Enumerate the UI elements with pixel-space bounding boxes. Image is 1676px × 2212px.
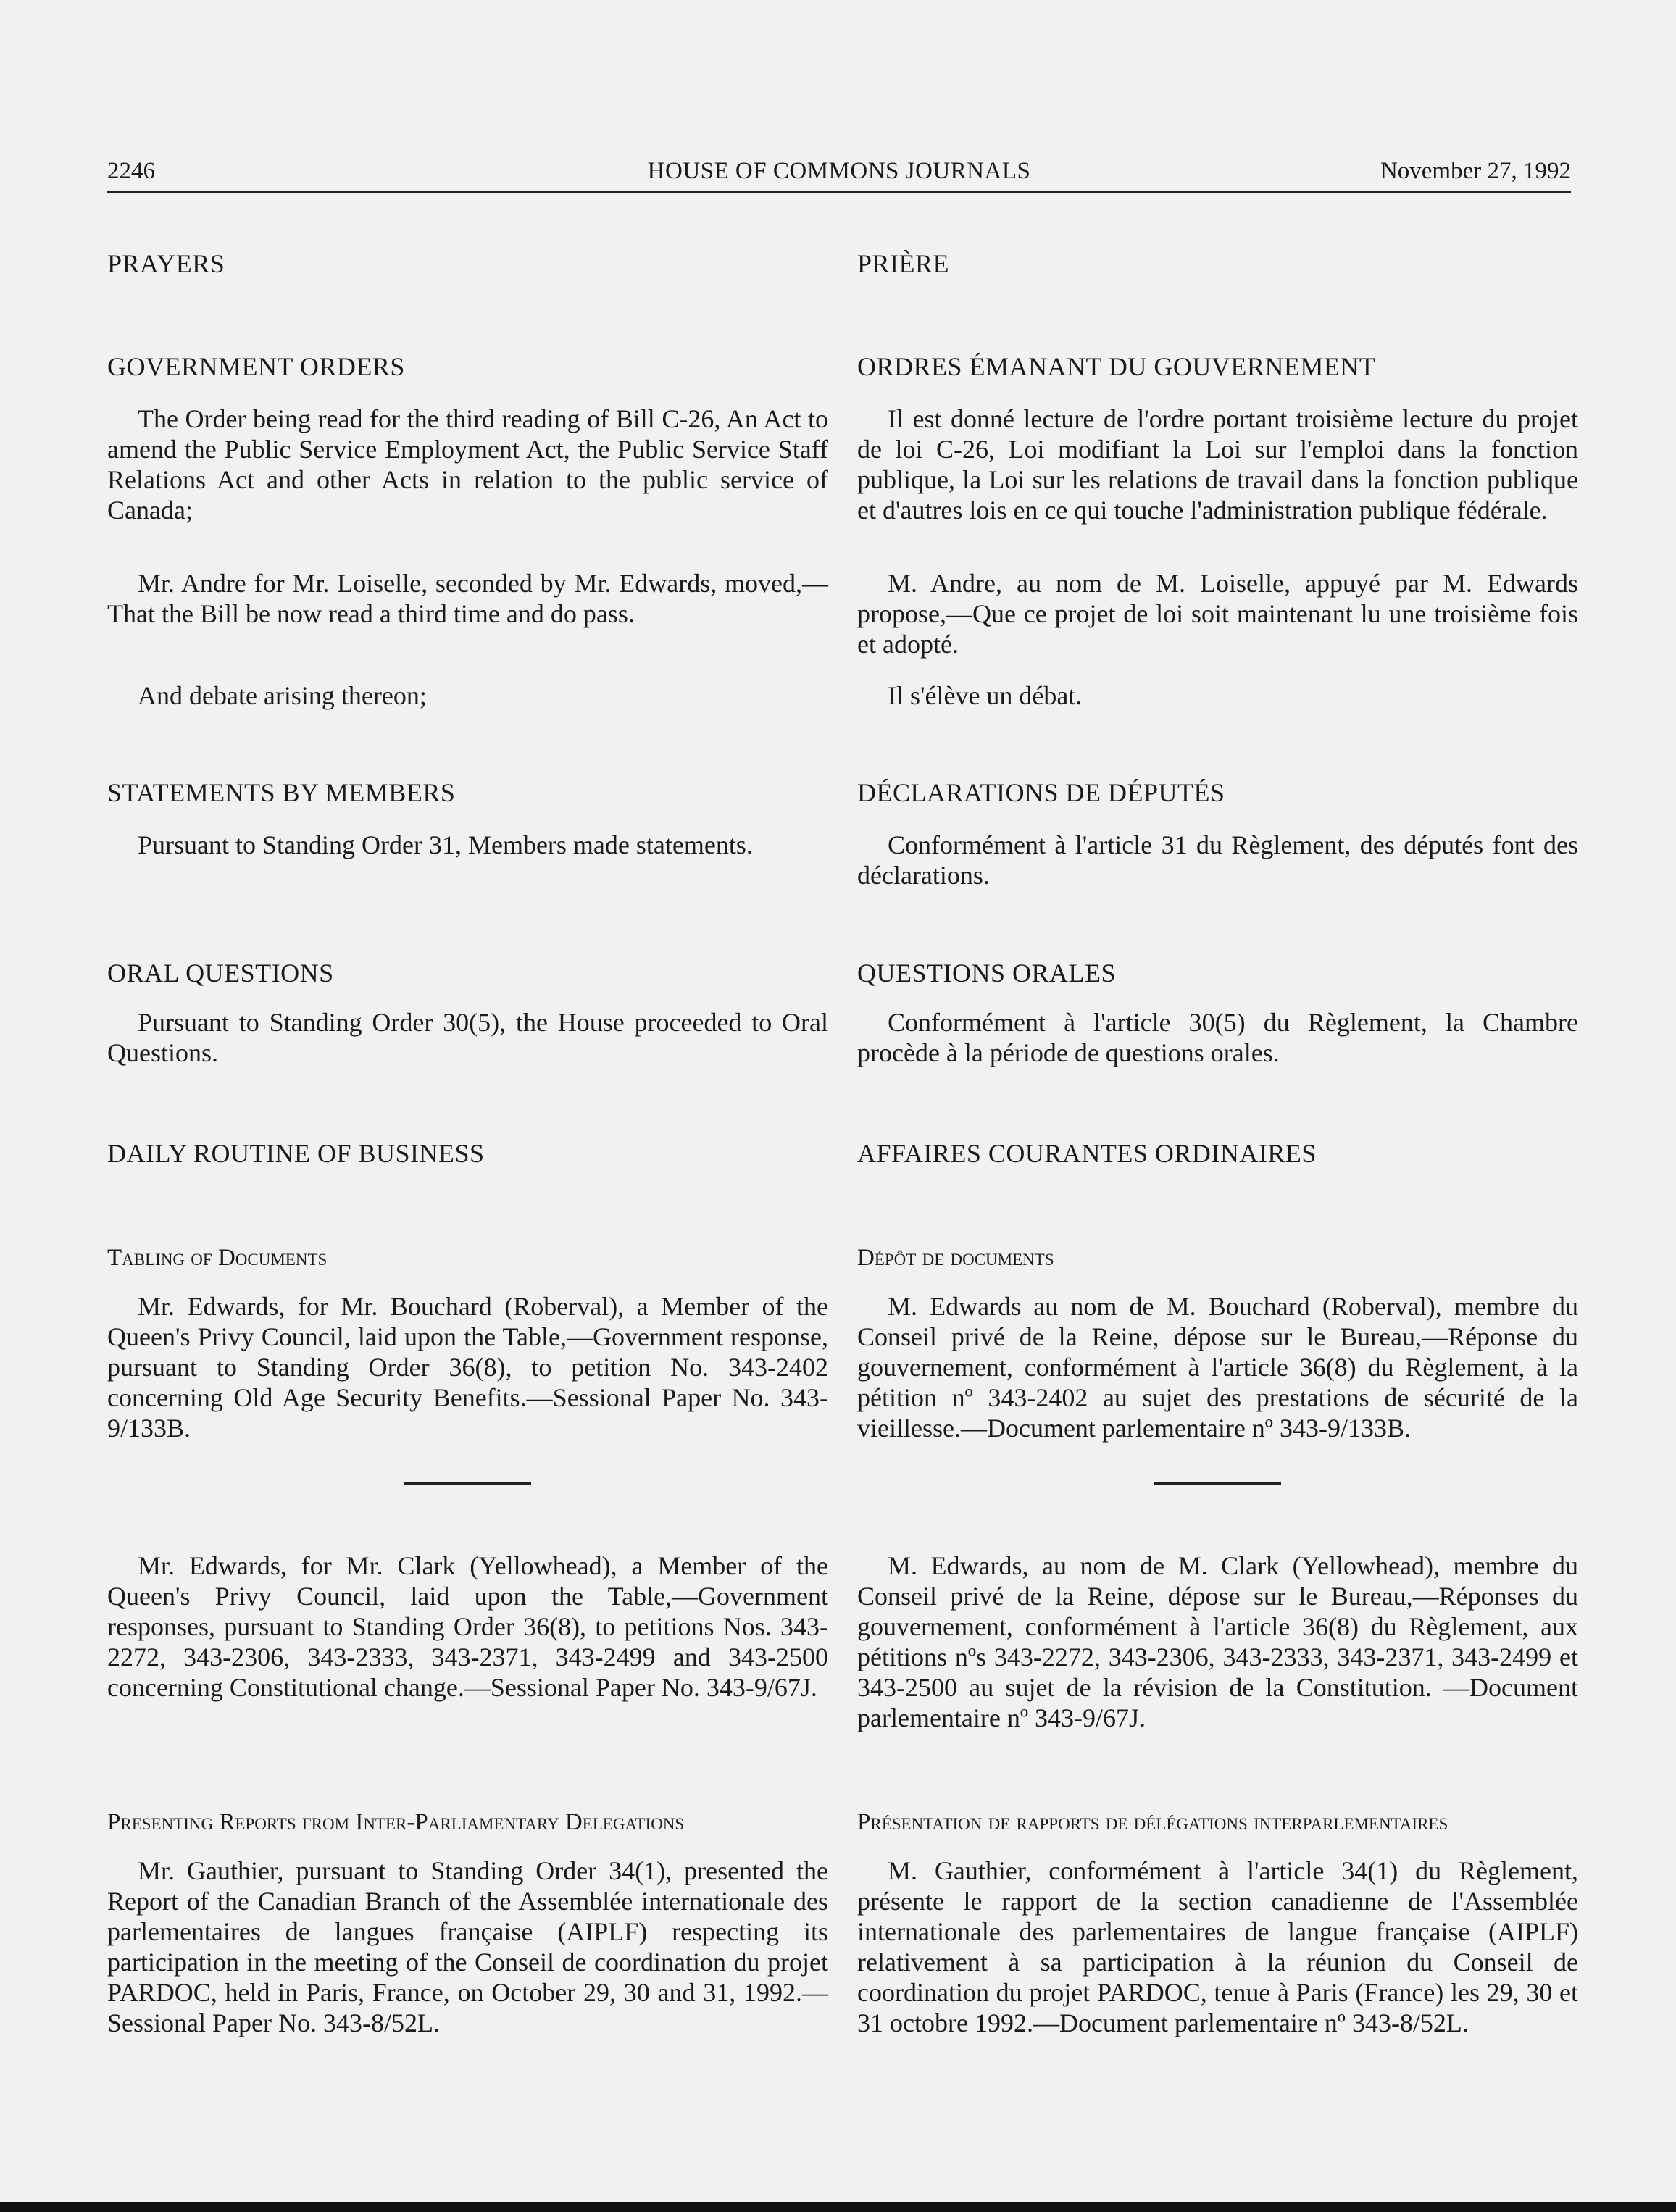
presentation-rapports-subheading: Présentation de rapports de délégations interparlementaires	[857, 1809, 1448, 1835]
french-column	[857, 0, 1578, 2212]
government-orders-paragraph-1: The Order being read for the third reading of Bill C-26, An Act to amend the Public Service Employment Act, the Public Service Staff Relations Act and other Acts in relation to the public service of Canada;	[107, 404, 828, 525]
section-divider	[404, 1482, 531, 1485]
english-column	[107, 0, 828, 2212]
tabling-paragraph-1: Mr. Edwards, for Mr. Bouchard (Roberval), a Member of the Queen's Privy Council, laid upon the Table,—Government response, pursuant to Standing Order 36(8), to petition No. 343-2402 concerning Old Age Security Benefits.—Sessional Paper No. 343-9/133B.	[107, 1292, 828, 1443]
presenting-reports-subheading: Presenting Reports from Inter-Parliamentary Delegations	[107, 1809, 685, 1835]
declarations-paragraph: Conformément à l'article 31 du Règlement, des députés font des déclarations.	[857, 830, 1578, 890]
journal-title: HOUSE OF COMMONS JOURNALS	[647, 158, 1031, 184]
ordres-gouvernement-paragraph-3: Il s'élève un débat.	[888, 681, 1083, 710]
government-orders-paragraph-2: Mr. Andre for Mr. Loiselle, seconded by Mr. Edwards, moved,—That the Bill be now read a third time and do pass.	[107, 569, 828, 628]
journal-date: November 27, 1992	[1380, 158, 1571, 184]
questions-orales-paragraph: Conformément à l'article 30(5) du Règlement, la Chambre procède à la période de questions orales.	[857, 1008, 1578, 1067]
page-number: 2246	[107, 158, 155, 184]
prayers-heading: PRAYERS	[107, 249, 225, 278]
statements-paragraph: Pursuant to Standing Order 31, Members made statements.	[138, 830, 753, 859]
tabling-documents-subheading: Tabling of Documents	[107, 1245, 328, 1271]
government-orders-heading: GOVERNMENT ORDERS	[107, 352, 405, 381]
depot-paragraph-2: M. Edwards, au nom de M. Clark (Yellowhead), membre du Conseil privé de la Reine, dépose sur le Bureau,—Réponses du gouvernement, conformément à l'article 36(8) du Règlement, aux pétitions nºs 343-2272, 343-2306, 343-2333, 343-2371, 343-2499 et 343-2500 au sujet de la révision de la Constitution. —Document parlementaire nº 343-9/67J.	[857, 1551, 1578, 1732]
ordres-gouvernement-heading: ORDRES ÉMANANT DU GOUVERNEMENT	[857, 352, 1376, 381]
presenting-reports-paragraph: Mr. Gauthier, pursuant to Standing Order 34(1), presented the Report of the Canadian Branch of the Assemblée internationale des parlementaires de langues française (AIPLF) respecting its participation in the meeting of the Conseil de coordination du projet PARDOC, held in Paris, France, on October 29, 30 and 31, 1992.—Sessional Paper No. 343-8/52L.	[107, 1856, 828, 2037]
statements-heading: STATEMENTS BY MEMBERS	[107, 778, 456, 807]
government-orders-paragraph-3: And debate arising thereon;	[138, 681, 427, 710]
depot-documents-subheading: Dépôt de documents	[857, 1245, 1054, 1271]
daily-routine-heading: DAILY ROUTINE OF BUSINESS	[107, 1139, 485, 1168]
priere-heading: PRIÈRE	[857, 249, 950, 278]
oral-questions-heading: ORAL QUESTIONS	[107, 959, 334, 988]
presentation-rapports-paragraph: M. Gauthier, conformément à l'article 34(1) du Règlement, présente le rapport de la section canadienne de l'Assemblée internationale des parlementaires de langue française (AIPLF) relativement à sa participation à la réunion du Conseil de coordination du projet PARDOC, tenue à Paris (France) les 29, 30 et 31 octobre 1992.—Document parlementaire nº 343-8/52L.	[857, 1856, 1578, 2037]
scan-bottom-edge	[0, 2202, 1676, 2212]
tabling-paragraph-2: Mr. Edwards, for Mr. Clark (Yellowhead), a Member of the Queen's Privy Council, laid upon the Table,—Government responses, pursuant to Standing Order 36(8), to petitions Nos. 343-2272, 343-2306, 343-2333, 343-2371, 343-2499 and 343-2500 concerning Constitutional change.—Sessional Paper No. 343-9/67J.	[107, 1551, 828, 1702]
affaires-courantes-heading: AFFAIRES COURANTES ORDINAIRES	[857, 1139, 1317, 1168]
ordres-gouvernement-paragraph-1: Il est donné lecture de l'ordre portant troisième lecture du projet de loi C-26, Loi modifiant la Loi sur l'emploi dans la fonction publique, la Loi sur les relations de travail dans la fonction publique et d'autres lois en ce qui touche l'administration publique fédérale.	[857, 404, 1578, 525]
questions-orales-heading: QUESTIONS ORALES	[857, 959, 1117, 988]
depot-paragraph-1: M. Edwards au nom de M. Bouchard (Roberval), membre du Conseil privé de la Reine, dépose sur le Bureau,—Réponse du gouvernement, conformément à l'article 36(8) du Règlement, à la pétition nº 343-2402 au sujet des prestations de sécurité de la vieillesse.—Document parlementaire nº 343-9/133B.	[857, 1292, 1578, 1443]
section-divider	[1154, 1482, 1281, 1485]
declarations-heading: DÉCLARATIONS DE DÉPUTÉS	[857, 778, 1225, 807]
oral-questions-paragraph: Pursuant to Standing Order 30(5), the House proceeded to Oral Questions.	[107, 1008, 828, 1067]
ordres-gouvernement-paragraph-2: M. Andre, au nom de M. Loiselle, appuyé par M. Edwards propose,—Que ce projet de loi soit maintenant lu une troisième fois et adopté.	[857, 569, 1578, 659]
